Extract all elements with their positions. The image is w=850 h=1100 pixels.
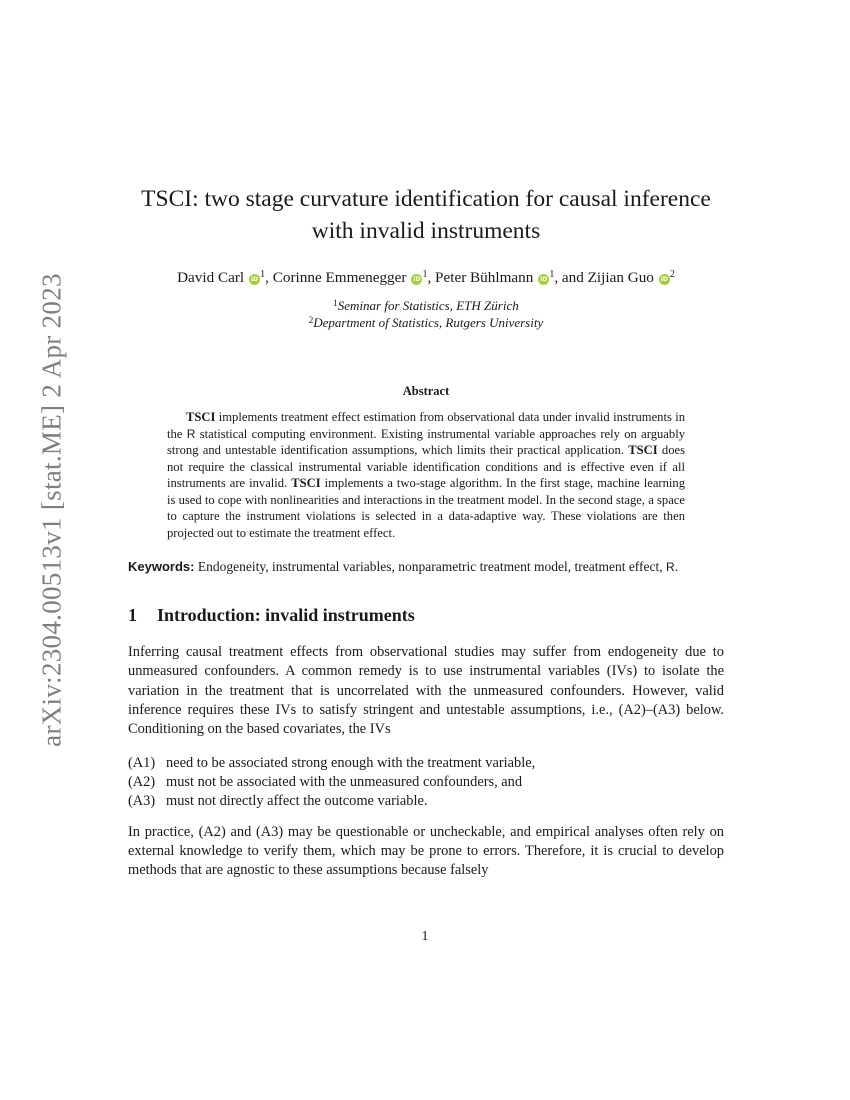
page-number: 1 <box>421 929 429 944</box>
author-separator: , <box>427 269 436 286</box>
author-affiliation-mark: 1 <box>260 269 266 280</box>
author-name: Peter Bühlmann <box>435 269 534 286</box>
title-line-1: TSCI: two stage curvature identification for causal inference <box>141 186 711 212</box>
section-title: Introduction: invalid instruments <box>157 605 415 625</box>
affiliation-1: $^1$Seminar for Statistics, ETH Zürich <box>333 298 519 313</box>
keywords-label: Keywords: <box>128 559 195 574</box>
author-separator: , and <box>554 269 588 286</box>
title-line-2: with invalid instruments <box>311 218 541 244</box>
author-affiliation-mark: 1 <box>549 269 555 280</box>
affiliation-2: $^2$Department of Statistics, Rutgers University <box>308 315 544 330</box>
abstract-heading: Abstract <box>402 384 450 398</box>
orcid-icon[interactable]: iD <box>540 276 548 283</box>
r-language-name: R <box>186 426 196 441</box>
author-affiliation-mark: 1 <box>422 269 428 280</box>
abstract-text: TSCI implements treatment effect estimation from observational data under invalid instruments in the R statistical computing environment. Existing instrumental variable approaches rely on arguably strong and untestable identification assumptions, which limits their practical application. TSCI does not require the classical instrumental variable identification conditions and is effective even if all instruments are invalid. TSCI implements a two-stage algorithm. In the first stage, machine learning is used to cope with nonlinearities and interactions in the treatment model. In the second stage, a space to capture the instrument violations is selected in a data-adaptive way. These violations are then projected out to estimate the treatment effect. <box>167 410 686 540</box>
orcid-icon[interactable]: iD <box>251 276 259 283</box>
author-list <box>128 268 724 288</box>
orcid-icon[interactable]: iD <box>660 276 668 283</box>
orcid-icon[interactable]: iD <box>413 276 421 283</box>
paper-page <box>128 183 724 895</box>
body-paragraph: In practice, (A2) and (A3) may be questionable or uncheckable, and empirical analyses often rely on external knowledge to verify them, which may be prone to errors. Therefore, it is crucial to develop methods that are agnostic to these assumptions because falsely <box>128 823 724 879</box>
author-separator: , <box>265 269 273 286</box>
arxiv-identifier-stamp: arXiv:2304.00513v1 [stat.ME] 2 Apr 2023 <box>36 273 67 747</box>
author-affiliation-mark: 2 <box>669 269 675 280</box>
author-name: Zijian Guo <box>587 269 654 286</box>
list-item: (A2) must not be associated with the unmeasured confounders, and <box>128 774 523 791</box>
section-number: 1 <box>128 605 137 625</box>
keywords: Keywords: Endogeneity, instrumental variables, nonparametric treatment model, treatment effect, R. <box>128 559 679 574</box>
affiliations <box>128 297 724 331</box>
list-item: (A1) need to be associated strong enough with the treatment variable, <box>128 754 536 771</box>
section-heading <box>128 603 724 627</box>
author-name: David Carl <box>177 269 245 286</box>
paper-title <box>128 183 724 247</box>
list-item: (A3) must not directly affect the outcome variable. <box>128 793 428 810</box>
author-name: Corinne Emmenegger <box>272 269 407 286</box>
assumption-list <box>128 754 724 812</box>
body-paragraph: Inferring causal treatment effects from observational studies may suffer from endogeneity due to unmeasured confounders. A common remedy is to use instrumental variables (IVs) to isolate the variation in the treatment that is uncorrelated with the unmeasured confounders. However, valid inference requires these IVs to satisfy stringent and untestable assumptions, i.e., (A2)–(A3) below. Conditioning on the based covariates, the IVs <box>128 644 724 738</box>
